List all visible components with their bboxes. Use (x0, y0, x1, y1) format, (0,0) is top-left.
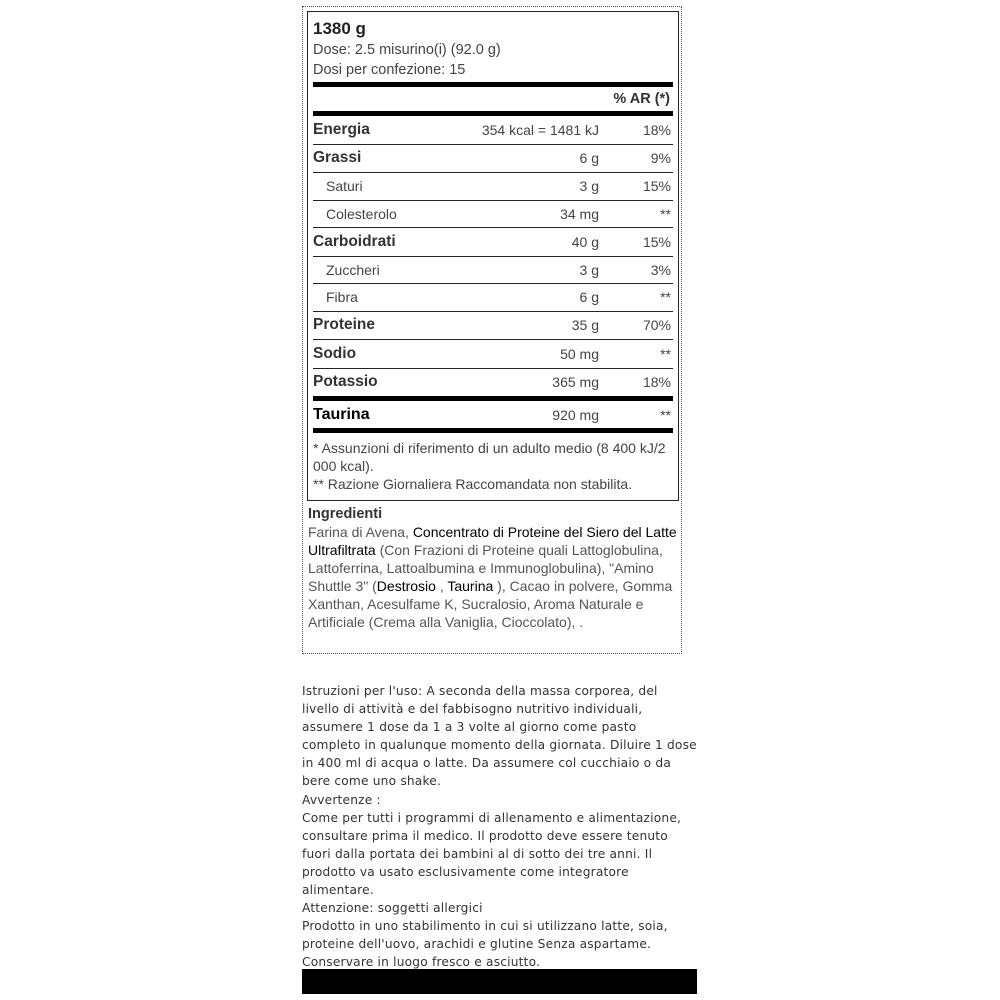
nutrition-row (313, 228, 673, 257)
usage-instructions: Istruzioni per l'uso: A seconda della massa corporea, del livello di attività e del fabbisogno nutritivo individuali, assumere 1 dose da 1 a 3 volte al giorno come pasto completo in qualunque momento della giornata. Diluire 1 dose in 400 ml di acqua o latte. Da assumere col cucchiaio o da bere come uno shake. (302, 684, 697, 789)
ingredients-heading: Ingredienti (308, 506, 383, 522)
allergy-heading: Attenzione: soggetti allergici (302, 901, 483, 916)
nutrient-ri-percent: 15% (599, 173, 673, 201)
nutrient-ri-percent: ** (599, 284, 673, 312)
ingredients-list (308, 523, 678, 631)
ingredient-highlight: Destrosio (376, 578, 436, 594)
allergy-text: Prodotto in uno stabilimento in cui si utilizzano latte, soia, proteine dell'uovo, arachidi e glutine Senza aspartame. (302, 919, 668, 952)
ingredient-highlight: Concentrato di Proteine del Siero del Latte Ultrafiltrata (308, 524, 677, 558)
nutrition-row (313, 284, 673, 312)
black-bar (302, 969, 697, 994)
footnote-reference-intake: * Assunzioni di riferimento di un adulto medio (8 400 kJ/2 000 kcal). (313, 440, 666, 474)
nutrient-amount: 35 g (399, 311, 599, 340)
nutrient-ri-percent: ** (599, 399, 673, 431)
nutrient-name: Fibra (313, 284, 399, 312)
nutrient-ri-percent: 18% (599, 368, 673, 399)
warnings-heading: Avvertenze : (302, 792, 381, 807)
nutrient-amount: 40 g (399, 228, 599, 257)
nutrient-name: Carboidrati (313, 228, 399, 257)
nutrition-row (313, 399, 673, 431)
nutrition-row (313, 368, 673, 399)
warnings-text: Come per tutti i programmi di allenamento e alimentazione, consultare prima il medico. Il prodotto deve essere tenuto fuori dalla portata dei bambini al di sotto dei tre anni. Il prodotto va usato esclusivamente come integratore alimentare. (302, 810, 682, 898)
nutrient-amount: 920 mg (399, 399, 599, 431)
product-info-panel (302, 6, 682, 654)
ri-column-header: % AR (*) (613, 91, 670, 107)
storage-text: Conservare in luogo fresco e asciutto. (302, 955, 541, 970)
nutrient-name: Sodio (313, 340, 399, 369)
nutrient-name: Energia (313, 116, 399, 144)
ingredients-section (308, 505, 678, 631)
ingredient-text: ), Cacao in polvere, Gomma Xanthan, Acesulfame K, Sucralosio, Aroma Naturale e Artificiale (Crema alla Vaniglia, Cioccolato), . (308, 578, 673, 630)
nutrient-name: Taurina (313, 399, 399, 431)
nutrition-row (313, 116, 673, 144)
nutrient-amount: 34 mg (399, 200, 599, 228)
ingredient-text: Farina di Avena, (308, 524, 413, 540)
nutrition-row (313, 311, 673, 340)
nutrient-name: Saturi (313, 173, 399, 201)
ingredient-text: (Con Frazioni di Proteine quali Lattoglobulina, Lattoferrina, Lattoalbumina e Immunoglobulina), "Amino Shuttle 3" ( (308, 542, 663, 594)
ingredient-text: , (435, 578, 448, 594)
nutrient-ri-percent: 18% (599, 116, 673, 144)
nutrient-name: Zuccheri (313, 256, 399, 284)
nutrient-amount: 3 g (399, 173, 599, 201)
ingredient-highlight: Taurina (447, 578, 494, 594)
nutrition-row (313, 144, 673, 173)
nutrient-amount: 354 kcal = 1481 kJ (399, 116, 599, 144)
nutrient-amount: 3 g (399, 256, 599, 284)
nutrition-row (313, 173, 673, 201)
nutrient-name: Colesterolo (313, 200, 399, 228)
nutrient-name: Potassio (313, 368, 399, 399)
nutrient-amount: 6 g (399, 284, 599, 312)
instructions-section (302, 682, 697, 972)
nutrient-ri-percent: ** (599, 340, 673, 369)
nutrient-amount: 50 mg (399, 340, 599, 369)
nutrition-row (313, 340, 673, 369)
serving-size: Dose: 2.5 misurino(i) (92.0 g) (313, 42, 501, 58)
nutrient-name: Proteine (313, 311, 399, 340)
servings-per-pack: Dosi per confezione: 15 (313, 62, 466, 78)
nutrient-ri-percent: 9% (599, 144, 673, 173)
nutrient-name: Grassi (313, 144, 399, 173)
nutrition-row (313, 256, 673, 284)
nutrient-amount: 365 mg (399, 368, 599, 399)
net-weight: 1380 g (313, 19, 366, 38)
nutrient-ri-percent: 70% (599, 311, 673, 340)
nutrient-ri-percent: 3% (599, 256, 673, 284)
footnote-no-rda: ** Razione Giornaliera Raccomandata non stabilita. (313, 476, 633, 492)
nutrient-ri-percent: 15% (599, 228, 673, 257)
nutrition-facts-label (307, 11, 679, 501)
nutrient-ri-percent: ** (599, 200, 673, 228)
nutrition-row (313, 200, 673, 228)
nutrition-table (313, 116, 673, 433)
nutrient-amount: 6 g (399, 144, 599, 173)
